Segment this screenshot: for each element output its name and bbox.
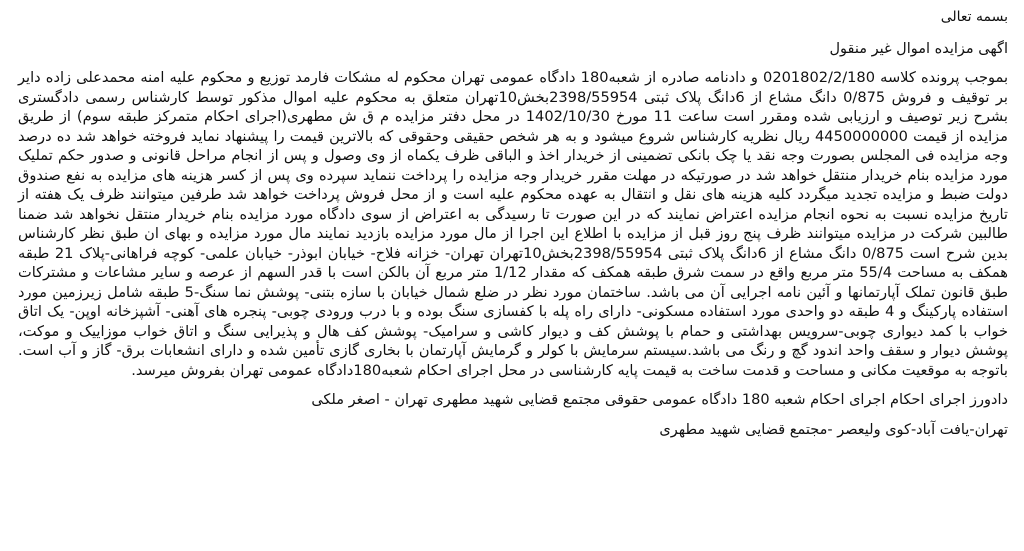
- signature-line: دادورز اجرای احکام اجرای احکام شعبه 180 دادگاه عمومی حقوقی مجتمع قضایی شهید مطهری تهران - اصغر ملکی: [311, 392, 1008, 408]
- notice-title: اگهی مزایده اموال غیر منقول: [829, 41, 1008, 57]
- notice-body: بموجب پرونده کلاسه 0201802/2/180 و دادنامه صادره از شعبه180 دادگاه عمومی تهران محکوم له مشکات فارمد توزیع و محکوم علیه امنه محمدعلی زاده دایر بر توقیف و فروش 0/875 دانگ مشاع از 6دانگ پلاک ثبتی 2398/55954بخش10تهران متعلق به محکوم علیه اموال مذکور توسط کارشناس رسمی دادگستری بشرح زیر توصیف و ارزیابی شده ومقرر است ساعت 11 مورخ 1402/10/30 در محل دفتر مزایده م ق ش مطهری(اجرای احکام متمرکز طبقه سوم) از طریق مزایده از قیمت 4450000000 ریال نظریه کارشناس شروع میشود و به هر شخص حقیقی وحقوقی که بالاترین قیمت را پیشنهاد نماید فروخته خواهد شد ده درصد وجه مزایده فی المجلس بصورت وجه نقد یا چک بانکی تضمینی از خریدار اخذ و الباقی ظرف یکماه از وی وصول و پس از انجام مراحل قانونی و صدور حکم تملیک مورد مزایده بنام خریدار منتقل خواهد شد در صورتیکه در مهلت مقرر خریدار وجه مزایده را پرداخت ننماید سپرده وی پس از کسر هزینه های مزایده به نفع صندوق دولت ضبط و مزایده تجدید میگردد کلیه هزینه های نقل و انتقال به عهده محکوم علیه است و از محل فروش پرداخت خواهد شد طرفین میتوانند ظرف یک هفته از تاریخ مزایده نسبت به نحوه انجام مزایده اعتراض نمایند که در این صورت تا رسیدگی به اعتراض از سوی دادگاه مورد مزایده بنام خریدار منتقل نخواهد شد ضمنا طالبین شرکت در مزایده میتوانند ظرف پنج روز قبل از مزایده با اطلاع این اجرا از مال مورد مزایده بازدید نمایند مال مورد مزایده و بهای ان طبق نظر کارشناس بدین شرح است 0/875 دانگ مشاع از 6دانگ پلاک ثبتی 2398/55954بخش10تهران تهران- خزانه فلاح- خیابان ابوذر- خیابان علمی- کوچه فراهانی-پلاک 21 طبقه همکف به مساحت 55/4 متر مربع واقع در سمت شرق طبقه همکف که مقدار 1/12 متر مربع آن بالکن است با قدر السهم از عرصه و سایر مشاعات و مشترکات طبق قانون تملک آپارتمانها و آئین نامه اجرایی آن می باشد. ساختمان مورد نظر در ضلع شمال خیابان با سازه بتنی- پوشش نما سنگ-5 طبقه شامل زیرزمین مورد استفاده پارکینگ و 4 طبقه دو واحدی مورد استفاده مسکونی- دارای راه پله با کفسازی سنگ بوده و با درب ورودی چوبی- پنجره های آهنی- آشپزخانه اوپن- یک اتاق خواب با کمد دیواری چوبی-سرویس بهداشتی و حمام با پوشش کف و دیوار کاشی و سرامیک- پوشش کف هال و پذیرایی سنگ و اتاق خواب موزاییک و موکت، پوشش دیوار و سقف واحد اندود گچ و رنگ می باشد.سیستم سرمایش با کولر و گرمایش آپارتمان با بخاری گازی تأمین شده و دارای انشعابات برق- گاز و آب است. باتوجه به موقعیت مکانی و مساحت و قدمت ساخت به قیمت پایه کارشناسی در محل اجرای احکام شعبه180دادگاه عمومی تهران بفروش میرسد.: [18, 69, 1009, 379]
- address-line: تهران-یافت آباد-کوی ولیعصر -مجتمع قضایی شهید مطهری: [659, 422, 1008, 438]
- bismillah-heading: بسمه تعالی: [940, 9, 1008, 25]
